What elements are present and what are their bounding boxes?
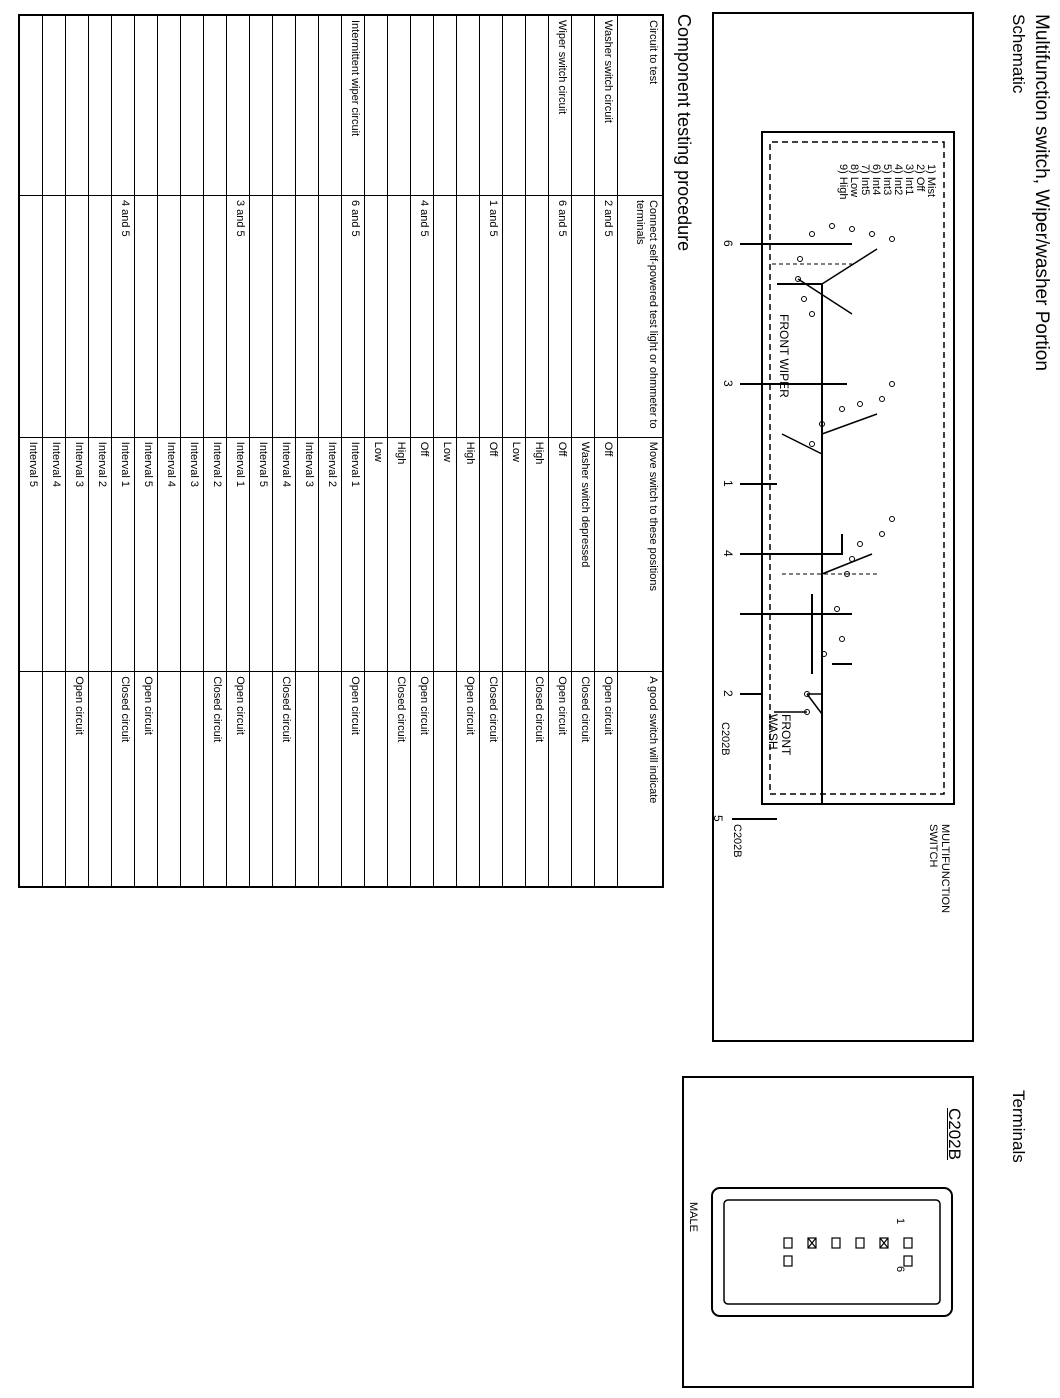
cell-result (503, 672, 526, 887)
cell-position: Off (480, 437, 503, 671)
cell-terminals: 6 and 5 (549, 195, 572, 437)
cell-terminals: 2 and 5 (595, 195, 618, 437)
cell-position: Off (549, 437, 572, 671)
cell-circuit (319, 15, 342, 195)
cell-circuit (526, 15, 549, 195)
wire-number: 2 (721, 690, 735, 697)
cell-circuit (250, 15, 273, 195)
cell-result: Open circuit (227, 672, 250, 887)
cell-position: Interval 2 (319, 437, 342, 671)
table-row (595, 15, 618, 887)
cell-result: Open circuit (549, 672, 572, 887)
cell-result: Open circuit (457, 672, 480, 887)
cell-position: Interval 2 (89, 437, 112, 671)
cell-result: Open circuit (135, 672, 158, 887)
cell-circuit (503, 15, 526, 195)
table-row (135, 15, 158, 887)
table-row (158, 15, 181, 887)
cell-result: Closed circuit (273, 672, 296, 887)
switch-label: SWITCH (927, 824, 939, 868)
connector-label: C202B (731, 824, 743, 858)
table-row (549, 15, 572, 887)
cell-terminals (319, 195, 342, 437)
cell-circuit (411, 15, 434, 195)
table-row (480, 15, 503, 887)
cell-terminals: 4 and 5 (411, 195, 434, 437)
cell-circuit (43, 15, 66, 195)
cell-result: Open circuit (411, 672, 434, 887)
legend-item: 8) Low (848, 164, 860, 198)
cell-position: Interval 3 (66, 437, 89, 671)
cell-position: Interval 4 (158, 437, 181, 671)
cell-circuit: Intermittent wiper circuit (342, 15, 365, 195)
header-result: A good switch will indicate (618, 672, 664, 887)
table-row (19, 15, 43, 887)
cell-terminals (43, 195, 66, 437)
schematic-box (712, 12, 974, 1042)
table-row (572, 15, 595, 887)
wire-number: 1 (721, 480, 735, 487)
table-row (204, 15, 227, 887)
legend-item: 4) Int2 (892, 164, 904, 196)
cell-position: High (388, 437, 411, 671)
front-wash-switch (774, 692, 822, 715)
table-row (526, 15, 549, 887)
page-title: Multifunction switch, Wiper/washer Portion (1031, 14, 1052, 371)
cell-terminals (503, 195, 526, 437)
cell-circuit (434, 15, 457, 195)
wire-number: 5 (711, 815, 725, 822)
cell-result (43, 672, 66, 887)
connector-drawing (684, 1078, 972, 1386)
cell-terminals: 6 and 5 (342, 195, 365, 437)
table-row (296, 15, 319, 887)
cell-position: Interval 5 (19, 437, 43, 671)
cell-position: Interval 1 (112, 437, 135, 671)
cell-circuit (480, 15, 503, 195)
switch-outline (762, 132, 954, 804)
cell-result: Closed circuit (526, 672, 549, 887)
legend-item: 6) Int4 (870, 164, 882, 196)
cell-result: Closed circuit (480, 672, 503, 887)
header-positions: Move switch to these positions (618, 437, 664, 671)
cell-terminals (572, 195, 595, 437)
cell-terminals (19, 195, 43, 437)
cell-result (296, 672, 319, 887)
legend-item: 7) Int5 (859, 164, 871, 196)
cell-circuit (273, 15, 296, 195)
procedure-table (18, 14, 664, 888)
table-row (273, 15, 296, 887)
cell-circuit (158, 15, 181, 195)
cell-circuit: Washer switch circuit (595, 15, 618, 195)
cell-circuit (19, 15, 43, 195)
schematic-heading: Schematic (1009, 14, 1028, 94)
cell-result: Closed circuit (388, 672, 411, 887)
cell-position: Interval 1 (342, 437, 365, 671)
cell-position: Interval 3 (296, 437, 319, 671)
connector-label: C202B (719, 722, 731, 756)
cell-terminals: 1 and 5 (480, 195, 503, 437)
cell-terminals (204, 195, 227, 437)
switch-dashed-boundary (770, 142, 944, 794)
table-row (365, 15, 388, 887)
schematic-diagram (711, 14, 972, 1040)
cell-terminals (526, 195, 549, 437)
cell-circuit (457, 15, 480, 195)
table-row (411, 15, 434, 887)
cell-position: Low (365, 437, 388, 671)
cell-circuit (296, 15, 319, 195)
table-row (112, 15, 135, 887)
cell-result: Open circuit (595, 672, 618, 887)
table-row (89, 15, 112, 887)
cell-terminals (66, 195, 89, 437)
cell-result (158, 672, 181, 887)
table-row (66, 15, 89, 887)
cell-position: Interval 4 (43, 437, 66, 671)
front-wiper-label: FRONT WIPER (777, 314, 791, 398)
legend-item: 5) Int3 (881, 164, 893, 196)
table-row (319, 15, 342, 887)
wire-number: 4 (721, 550, 735, 557)
cell-position: Low (434, 437, 457, 671)
cell-position: Low (503, 437, 526, 671)
legend-item: 1) Mist (925, 164, 937, 197)
cell-circuit (365, 15, 388, 195)
cell-position: Interval 3 (181, 437, 204, 671)
wire-number: 6 (721, 240, 735, 247)
cell-circuit: Wiper switch circuit (549, 15, 572, 195)
switch-wafer-1 (772, 224, 895, 317)
cell-result (250, 672, 273, 887)
switch-wafer-2 (782, 382, 895, 455)
cell-position: Off (411, 437, 434, 671)
cell-terminals (434, 195, 457, 437)
cell-terminals (457, 195, 480, 437)
legend-item: 9) High (837, 164, 849, 200)
position-legend (837, 164, 937, 199)
table-row (434, 15, 457, 887)
table-row (457, 15, 480, 887)
wire-number: 3 (721, 380, 735, 387)
cell-position: Interval 1 (227, 437, 250, 671)
cell-position: High (457, 437, 480, 671)
cell-terminals (296, 195, 319, 437)
cell-position: Washer switch depressed (572, 437, 595, 671)
connector-body (712, 1188, 952, 1316)
connector-pins (784, 1238, 912, 1266)
front-wash-label: WASH (766, 714, 780, 750)
cell-terminals (250, 195, 273, 437)
terminal-connector-id: C202B (945, 1108, 964, 1160)
cell-result (19, 672, 43, 887)
cell-position: Interval 5 (135, 437, 158, 671)
switch-label: MULTIFUNCTION (939, 824, 951, 914)
switch-wafer-3 (782, 517, 895, 657)
table-row (388, 15, 411, 887)
cell-result: Closed circuit (112, 672, 135, 887)
cell-result (434, 672, 457, 887)
procedure-table-body (19, 15, 618, 887)
cell-terminals: 4 and 5 (112, 195, 135, 437)
legend-item: 2) Off (914, 164, 926, 192)
cell-terminals (181, 195, 204, 437)
cell-result: Closed circuit (572, 672, 595, 887)
cell-circuit (112, 15, 135, 195)
table-row (43, 15, 66, 887)
cell-circuit (135, 15, 158, 195)
cell-result (319, 672, 342, 887)
cell-result (181, 672, 204, 887)
cell-terminals (365, 195, 388, 437)
cell-terminals (158, 195, 181, 437)
cell-circuit (66, 15, 89, 195)
table-row (181, 15, 204, 887)
cell-terminals (89, 195, 112, 437)
output-wires (740, 244, 852, 694)
connector-gender: MALE (687, 1202, 699, 1232)
cell-terminals (273, 195, 296, 437)
pin-label: 6 (894, 1266, 906, 1273)
cell-terminals: 3 and 5 (227, 195, 250, 437)
header-terminals: Connect self-powered test light or ohmmeter to terminals (618, 195, 664, 437)
table-header-row (618, 15, 664, 887)
cell-circuit (227, 15, 250, 195)
terminals-box (682, 1076, 974, 1388)
cell-circuit (388, 15, 411, 195)
terminals-heading: Terminals (1009, 1090, 1028, 1163)
cell-circuit (572, 15, 595, 195)
cell-terminals (135, 195, 158, 437)
cell-position: High (526, 437, 549, 671)
cell-result: Open circuit (342, 672, 365, 887)
cell-position: Interval 5 (250, 437, 273, 671)
table-row (250, 15, 273, 887)
table-row (227, 15, 250, 887)
procedure-title: Component testing procedure (674, 14, 694, 252)
legend-item: 3) Int1 (903, 164, 915, 196)
table-row (503, 15, 526, 887)
header-circuit: Circuit to test (618, 15, 664, 195)
table-row (342, 15, 365, 887)
cell-result (89, 672, 112, 887)
cell-circuit (181, 15, 204, 195)
cell-position: Off (595, 437, 618, 671)
cell-position: Interval 4 (273, 437, 296, 671)
cell-position: Interval 2 (204, 437, 227, 671)
cell-circuit (89, 15, 112, 195)
cell-terminals (388, 195, 411, 437)
cell-result: Closed circuit (204, 672, 227, 887)
cell-result (365, 672, 388, 887)
pin-label: 1 (894, 1218, 906, 1225)
cell-result: Open circuit (66, 672, 89, 887)
cell-circuit (204, 15, 227, 195)
front-wash-label: FRONT (779, 714, 793, 756)
